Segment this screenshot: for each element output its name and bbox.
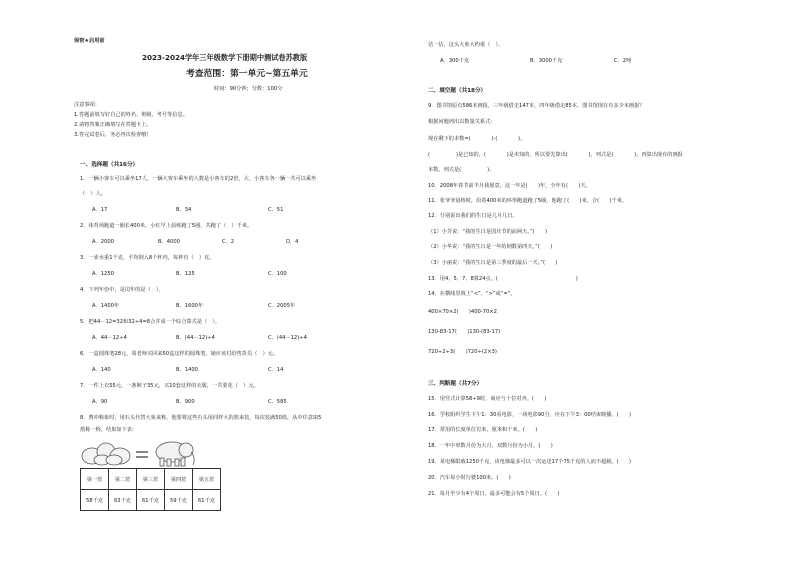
fill-line: 14．在横线里填上“<”、“>”或“=”。 [428,291,516,297]
section2-title: 二、填空题（共18分） [428,88,487,94]
option: B．1600年 [176,303,204,309]
judge-line: 16．学校組织学生下午1：30看电影，一场电影90分，应在下午3：00结束映播。( ) [428,412,632,418]
fill-line: 11．张爷爷晨练时，沿着400米的环形跑道跑了5圈，他跑了( )米，合( )千米。 [428,198,628,204]
fill-line: 10．2008年春节前半月我愿意，这一年是( )年，全年有( )天。 [428,183,591,189]
option: B．125 [176,271,195,277]
notice-item: 2.请将答案正确填写在答题卡上。 [74,122,152,128]
question-1: 1．一辆小客车可以乘坐17人，一辆大客车乘坐的人数是小客车的2倍，大、小客车各一辆一共可以乘坐 [80,176,317,182]
fill-line: 现在剩下的本数=( )-( )。 [428,136,526,142]
option: B．1400 [176,367,198,373]
fill-line: （2）小华说：“我的生日是一年的倒数第四天。”( ) [428,244,553,250]
stone-weights-table [80,468,221,511]
option: C．100 [268,271,287,277]
option: A．300千克 [440,58,470,64]
option: B．34 [176,207,192,213]
question-7: 7．一件上衣55元，一条裤子35元，买10套这样的衣服，一共要花（ ）元。 [80,383,259,389]
option: A．2000 [92,239,114,245]
table-header-cell: 第五筐 [193,469,221,490]
notice-item: 1.答题前填写好自己的姓名、班级、考号等信息。 [74,112,188,118]
fill-line: 9．图书馆原有586本画报，三年级借走147本，四年级借走85本。图书馆现在有多少本画报？ [428,103,645,109]
judge-line: 18．一年中单数月份为大月，双数月份为小月。( ) [428,443,553,449]
question-4: 4．下列年份中，是闰年的是（ ）。 [80,287,164,293]
option: A．44－12÷4 [92,335,127,341]
table-cell: 63千克 [109,490,137,511]
fill-line: 12．分别说出我们的生日是几月几日。 [428,213,518,219]
option: D．4 [286,239,299,245]
compare-line: 720÷2÷3( )720÷(2×3) [428,349,497,355]
fill-line: ( )是已知的，( )是未知的，所以要先算出( )，列式是( )，再算出现在的画报 [428,152,683,158]
option: B．900 [176,399,195,405]
section1-title: 一、选择题（共16分） [80,162,139,168]
table-cell: 61千克 [193,490,221,511]
exam-scope: 考查范围：第一单元~第五单元 [186,69,308,79]
question-2: 2．体育场跑道一圈长400米，小红早上晨练跑了5圈，共跑了（ ）千米。 [80,223,253,229]
option: C．585 [268,399,287,405]
question-5: 5．把44－12=32和32÷4=8合并成一个综合算式是（ ）。 [80,319,221,325]
question-1-cont: （ ）人。 [80,191,106,197]
compare-line: 400×70×2( )400-70×2 [428,309,497,315]
question-8-cont: 篮称一称，结果如下表： [80,427,138,433]
secret-label: 保密★启用前 [74,38,105,44]
table-header-cell: 第四筐 [165,469,193,490]
option: A．1400年 [92,303,120,309]
table-header-row [81,469,221,490]
exam-title: 2023-2024学年三年级数学下册期中测试卷苏教版 [142,53,308,62]
judge-line: 19．某电梯限载1250千克，该电梯最多可以一次运送17个75千克的人而不超载。( ) [428,459,632,465]
question-3: 3．一壶水重1千克，平均倒入8个杯内，每杯有（ ）克。 [80,255,215,261]
section3-title: 三、判断题（共7分） [428,381,483,387]
table-header-cell: 第三筐 [137,469,165,490]
option: A．140 [92,367,111,373]
judge-line: 20．汽车每小时行驶100米。( ) [428,475,511,481]
fill-line: 根据问题列出以数量关系式： [428,119,496,125]
table-cell: 61千克 [137,490,165,511]
option: C．14 [268,367,284,373]
compare-line: 130-83-17( )130-(83-17) [428,329,501,335]
option: A．90 [92,399,108,405]
option: C．51 [268,207,284,213]
question-8-estimate: 估一估，这头大象大约重（ ）。 [428,42,504,48]
stones-elephant-illustration [80,438,200,468]
table-cell: 58千克 [81,490,109,511]
question-8: 8．曹冲称象时，用石头代替大象来称，他要将这些石头用同样大的篮来装，每次装满50篮，从中任意取5 [80,415,322,421]
option: C．2005年 [268,303,296,309]
question-6: 6．一盒圆珠笔28元，周老师买回来50盒这样的圆珠笔，她应该付给售货员（ ）元。 [80,351,279,357]
exam-time: 时间：90分钟；分数：100分 [214,86,283,92]
fill-line: 本数，列式是( )。 [428,167,495,173]
judge-line: 21．每月至少有4个周日，最多可能会有5个周日。( ) [428,491,560,497]
judge-line: 15．用竖式计算58÷9时，商应与十位对齐。( ) [428,396,547,402]
option: C．(44－12)÷4 [268,335,307,341]
table-header-cell: 第一筐 [81,469,109,490]
option: C．2 [222,239,235,245]
notice-item: 3.答完试卷后，务必再次检查哦！ [74,132,152,138]
option: B．4000 [158,239,180,245]
table-row [81,490,221,511]
fill-line: （3）小丽说：“我的生日是第三季度的最后一天。”( ) [428,260,558,266]
option: C．2吨 [614,58,632,64]
judge-line: 17．常用的长度单位有米、厘米和千米。( ) [428,427,538,433]
fill-line: 13．用4、5、7、8算24点。( ) [428,276,578,282]
table-header-cell: 第二筐 [109,469,137,490]
table-cell: 59千克 [165,490,193,511]
option: B．3000千克 [530,58,563,64]
fill-line: （1）小芳说：“我的生日是国庆节的前两天。”( ) [428,229,548,235]
option: B．(44－12)÷4 [176,335,215,341]
option: A．17 [92,207,108,213]
option: A．1250 [92,271,114,277]
notice-title: 注意事项： [74,102,100,108]
